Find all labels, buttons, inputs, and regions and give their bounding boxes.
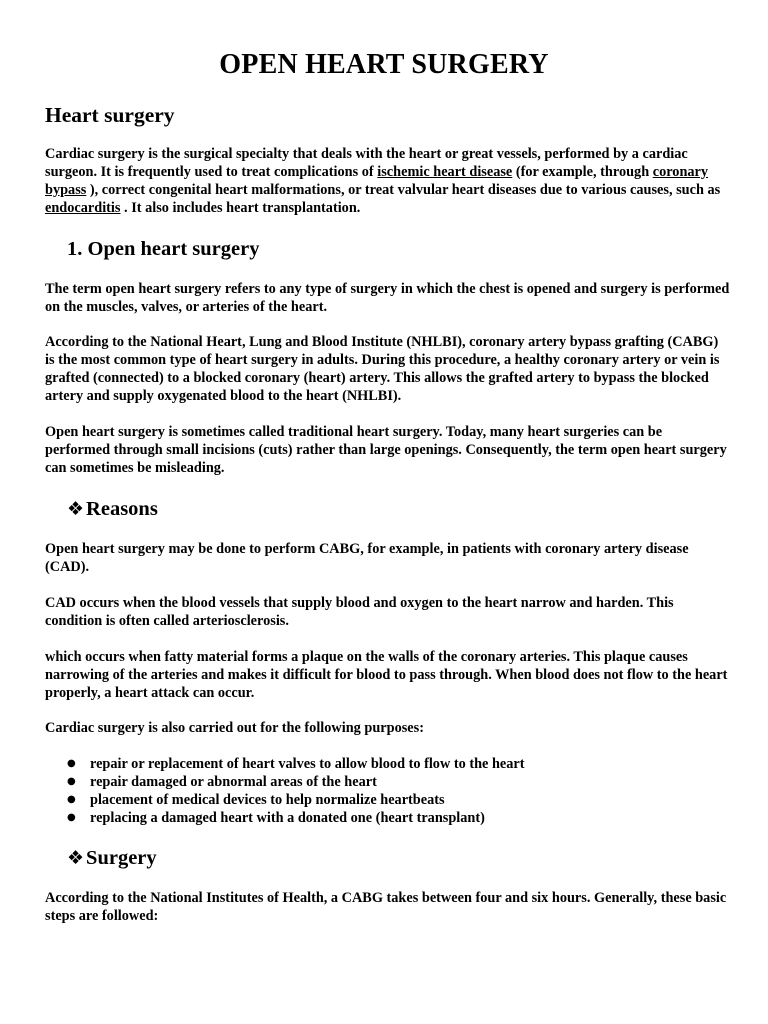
list-item-text: replacing a damaged heart with a donated one (heart transplant)	[90, 810, 485, 827]
paragraph-nhlbi-cabg: According to the National Heart, Lung and Blood Institute (NHLBI), coronary artery bypass grafting (CABG) is the most common type of heart surgery in adults. During this procedure, a healthy coronary artery or vein is grafted (connected) to a blocked coronary (heart) artery. This allows the grafted artery to bypass the blocked artery and supply oxygenated blood to the heart (NHLBI).	[45, 334, 720, 405]
heading-surgery-label: Surgery	[86, 847, 157, 869]
link-endocarditis[interactable]: endocarditis	[45, 200, 121, 217]
text-segment: Cardiac surgery is the surgical specialty that deals with the heart or great vessels, performed by a cardiac surgeon. It is frequently used to treat complications of	[45, 146, 688, 181]
diamond-bullet-icon: ❖	[67, 498, 85, 520]
paragraph-cad: CAD occurs when the blood vessels that supply blood and oxygen to the heart narrow and harden. This condition is often called arteriosclerosis.	[45, 595, 674, 630]
list-item	[45, 791, 730, 809]
paragraph-open-surgery-definition: The term open heart surgery refers to any type of surgery in which the chest is opened and surgery is performed on the muscles, valves, or arteries of the heart.	[45, 281, 730, 316]
paragraph-cardiac-surgery	[45, 145, 730, 217]
heading-reasons-label: Reasons	[86, 498, 158, 520]
bullet-icon: ●	[67, 758, 76, 769]
link-ischemic-heart-disease[interactable]: ischemic heart disease	[377, 164, 513, 181]
purposes-list	[45, 755, 730, 827]
paragraph-traditional-surgery: Open heart surgery is sometimes called traditional heart surgery. Today, many heart surgeries can be performed through small incisions (cuts) rather than large openings. Consequently, the term open heart surgery can sometimes be misleading.	[45, 424, 727, 477]
list-item	[45, 809, 730, 827]
list-item	[45, 773, 730, 791]
bullet-icon: ●	[67, 794, 76, 806]
text-segment: (for example, through	[512, 164, 653, 181]
heading-reasons	[67, 495, 158, 523]
link-coronary-bypass[interactable]: coronary bypass	[45, 164, 709, 199]
heading-heart-surgery: Heart surgery	[45, 103, 175, 127]
list-item-text: placement of medical devices to help normalize heartbeats	[90, 792, 445, 809]
paragraph-cabg-steps: According to the National Institutes of Health, a CABG takes between four and six hours. Generally, these basic steps are followed:	[45, 890, 727, 925]
text-segment: ), correct congenital heart malformations, or treat valvular heart diseases due to various causes, such as	[86, 182, 721, 199]
heading-surgery	[67, 844, 157, 872]
bullet-icon: ●	[67, 812, 76, 824]
paragraph-reasons-cabg: Open heart surgery may be done to perform CABG, for example, in patients with coronary artery disease (CAD).	[45, 541, 689, 576]
diamond-bullet-icon: ❖	[67, 847, 85, 869]
list-item-text: repair damaged or abnormal areas of the heart	[90, 774, 377, 791]
list-item-text: repair or replacement of heart valves to allow blood to flow to the heart	[90, 756, 525, 772]
list-item	[45, 755, 730, 773]
bullet-icon: ●	[67, 776, 76, 788]
paragraph-plaque: which occurs when fatty material forms a plaque on the walls of the coronary arteries. This plaque causes narrowing of the arteries and makes it difficult for blood to pass through. When blood does not flow to the heart properly, a heart attack can occur.	[45, 649, 728, 702]
heading-open-heart-surgery: 1. Open heart surgery	[67, 238, 260, 260]
document-title: OPEN HEART SURGERY	[219, 49, 549, 80]
paragraph-purposes-intro: Cardiac surgery is also carried out for the following purposes:	[45, 720, 424, 736]
text-segment: . It also includes heart transplantation.	[120, 200, 361, 217]
